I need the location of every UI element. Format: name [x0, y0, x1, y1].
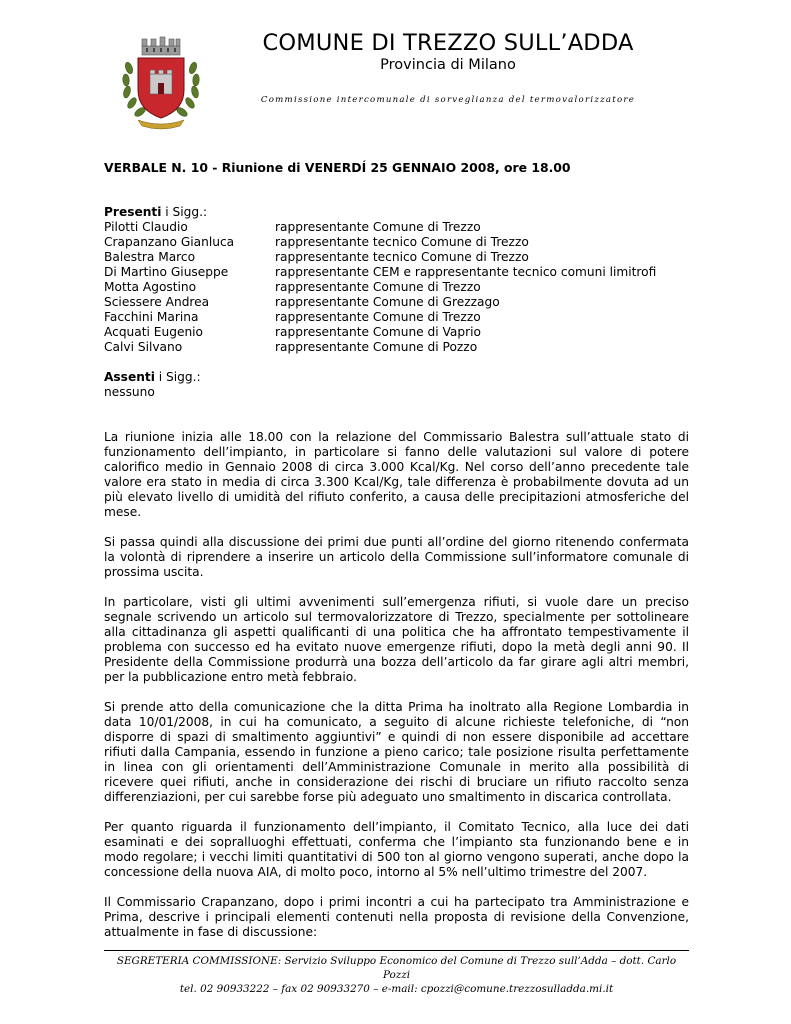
person-role: rappresentante Comune di Vaprio — [275, 325, 481, 339]
document-body — [104, 160, 689, 940]
person-row — [104, 235, 656, 250]
person-role: rappresentante Comune di Trezzo — [275, 280, 481, 294]
person-name: Facchini Marina — [104, 310, 199, 324]
person-name: Motta Agostino — [104, 280, 197, 294]
header-commission: Commissione intercomunale di sorveglianza del termovalorizzatore — [260, 95, 636, 105]
person-row — [104, 250, 656, 265]
person-role: rappresentante Comune di Trezzo — [275, 220, 481, 234]
person-row — [104, 340, 656, 355]
person-row — [104, 310, 656, 325]
person-row — [104, 220, 656, 235]
paragraph: In particolare, visti gli ultimi avvenimenti sull’emergenza rifiuti, si vuole dare un preciso segnale scrivendo un articolo sul termovalorizzatore di Trezzo, specialmente per sottolineare alla cittadinanza gli aspetti qualificanti di una politica che ha affrontato tempestivamente il problema con successo ed ha evitato nuove emergenze rifiuti, dopo la metà degli anni 90. Il Presidente della Commissione produrrà una bozza dell’articolo da far girare agli altri membri, per la pubblicazione entro metà febbraio. — [104, 595, 689, 684]
footer — [104, 950, 689, 996]
person-role: rappresentante tecnico Comune di Trezzo — [275, 250, 529, 264]
paragraph: Si passa quindi alla discussione dei primi due punti all’ordine del giorno ritenendo confermata la volontà di riprendere a inserire un articolo della Commissione sull’informatore comunale di prossima uscita. — [104, 535, 689, 579]
person-name: Calvi Silvano — [104, 340, 183, 354]
assenti-label: Assenti — [104, 370, 155, 384]
person-name: Balestra Marco — [104, 250, 196, 264]
person-row — [104, 265, 656, 280]
person-role: rappresentante Comune di Trezzo — [275, 310, 481, 324]
footer-line-2: tel. 02 90933222 – fax 02 90933270 – e-mail: cpozzi@comune.trezzosulladda.mi.it — [179, 983, 614, 995]
assenti-heading — [104, 370, 689, 385]
presenti-suffix: i Sigg.: — [161, 205, 208, 219]
person-name: Pilotti Claudio — [104, 220, 188, 234]
header-subtitle: Provincia di Milano — [380, 57, 516, 73]
presenti-heading — [104, 205, 689, 220]
person-role: rappresentante CEM e rappresentante tecnico comuni limitrofi — [275, 265, 657, 279]
person-name: Sciessere Andrea — [104, 295, 210, 309]
municipal-coat-of-arms-icon — [120, 28, 202, 132]
paragraph: Per quanto riguarda il funzionamento dell’impianto, il Comitato Tecnico, alla luce dei dati esaminati e dei sopralluoghi effettuati, conferma che l’impianto sta funzionando bene e in modo regolare; i vecchi limiti quantitativi di 500 ton al giorno vengono superati, anche dopo la concessione della nuova AIA, di molto poco, intorno al 5% nell’ultimo trimestre del 2007. — [104, 820, 689, 879]
person-name: Di Martino Giuseppe — [104, 265, 229, 279]
paragraph: Si prende atto della comunicazione che la ditta Prima ha inoltrato alla Regione Lombardia in data 10/01/2008, in cui ha comunicato, a seguito di alcune richieste telefoniche, di “non disporre di spazi di smaltimento aggiuntivi” e quindi di non essere disponibile ad accettare rifiuti dalla Campania, essendo in funzione a pieno carico; tale posizione risulta perfettamente in linea con gli orientamenti dell’Amministrazione Comunale in merito alla possibilità di ricevere quei rifiuti, anche in considerazione dei rischi di bruciare un rifiuto raccolto senza differenziazioni, per cui sarebbe forse più adeguato uno smaltimento in discarica controllata. — [104, 700, 689, 804]
person-row — [104, 280, 656, 295]
person-role: rappresentante tecnico Comune di Trezzo — [275, 235, 529, 249]
person-row — [104, 295, 656, 310]
verbale-heading: VERBALE N. 10 - Riunione di VENERDÍ 25 GENNAIO 2008, ore 18.00 — [104, 160, 571, 175]
person-role: rappresentante Comune di Pozzo — [275, 340, 478, 354]
footer-line-1: SEGRETERIA COMMISSIONE: Servizio Sviluppo Economico del Comune di Trezzo sull’Adda – dott. Carlo Pozzi — [116, 955, 677, 981]
paragraph: La riunione inizia alle 18.00 con la relazione del Commissario Balestra sull’attuale stato di funzionamento dell’impianto, in particolare si fanno delle valutazioni sul valore di potere calorifico medio in Gennaio 2008 di circa 3.000 Kcal/Kg. Nel corso dell’anno precedente tale valore era stato in media di circa 3.300 Kcal/Kg, tale differenza è probabilmente dovuta ad un più elevato livello di umidità del rifiuto conferito, a causa delle precipitazioni atmosferiche del mese. — [104, 430, 689, 519]
person-name: Acquati Eugenio — [104, 325, 204, 339]
person-role: rappresentante Comune di Grezzago — [275, 295, 500, 309]
person-name: Crapanzano Gianluca — [104, 235, 235, 249]
presenti-label: Presenti — [104, 205, 162, 219]
person-row — [104, 325, 656, 340]
assenti-value: nessuno — [104, 385, 155, 399]
paragraph: Il Commissario Crapanzano, dopo i primi incontri a cui ha partecipato tra Amministrazione e Prima, descrive i principali elementi contenuti nella proposta di revisione della Convenzione, attualmente in fase di discussione: — [104, 895, 689, 939]
header-title: COMUNE DI TREZZO SULL’ADDA — [262, 30, 634, 56]
assenti-suffix: i Sigg.: — [154, 370, 201, 384]
presenti-table — [104, 220, 656, 355]
